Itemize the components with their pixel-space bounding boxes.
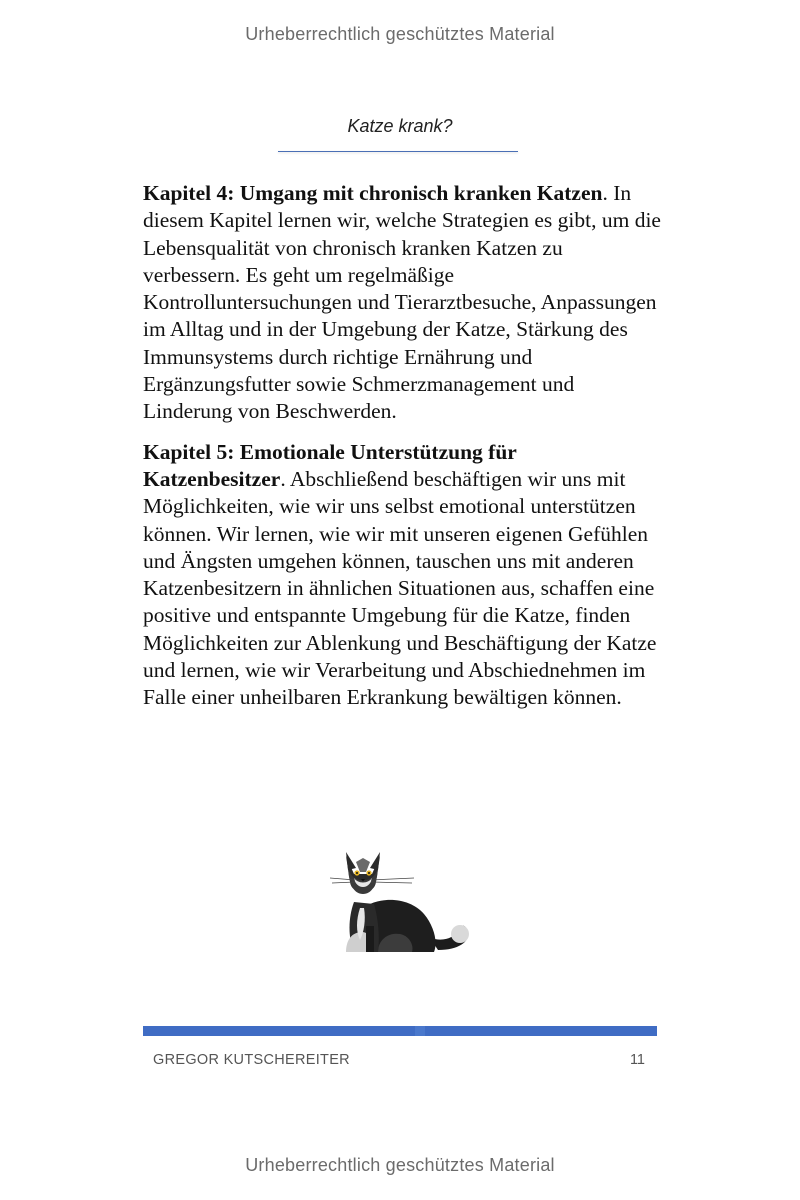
chapter-4-text: . In diesem Kapitel lernen wir, welche Strategien es gibt, um die Lebensqualität von chronisch kranken Katzen zu verbessern. Es geht um regelmäßige Kontrolluntersuchungen und Tierarztbesuche, Anpassungen im Alltag und in der Umgebung der Katze, Stärkung des Immunsystems durch richtige Ernährung und Ergänzungsfutter sowie Schmerzmanagement und Linderung von Beschwerden.	[143, 181, 661, 424]
copyright-watermark-top: Urheberrechtlich geschütztes Material	[245, 24, 555, 44]
chapter-4-heading: Kapitel 4: Umgang mit chronisch kranken Katzen	[143, 181, 603, 205]
chapter-5-heading: Kapitel 5: Emotionale Unterstützung für Katzenbesitzer	[143, 439, 517, 491]
chapter-5-paragraph	[143, 439, 663, 712]
footer-bar	[143, 1026, 657, 1036]
page-body	[143, 180, 663, 725]
sitting-cat-icon	[326, 846, 474, 956]
footer-bar-joint	[415, 1026, 425, 1036]
copyright-watermark-bottom: Urheberrechtlich geschütztes Material	[245, 1155, 555, 1175]
chapter-5-text: . Abschließend beschäftigen wir uns mit Möglichkeiten, wie wir uns selbst emotional unterstützen können. Wir lernen, wie wir mit unseren eigenen Gefühlen und Ängsten umgehen können, tauschen uns mit anderen Katzenbesitzern in ähnlichen Situationen aus, schaffen eine positive und entspannte Umgebung für die Katze, finden Möglichkeiten zur Ablenkung und Beschäftigung der Katze und lernen, wie wir Verarbeitung und Abschiednehmen im Falle einer unheilbaren Erkrankung bewältigen können.	[143, 466, 657, 710]
chapter-4-paragraph	[143, 180, 663, 426]
running-header: Katze krank?	[347, 116, 453, 136]
header-rule	[278, 151, 518, 152]
footer-author: GREGOR KUTSCHEREITER	[153, 1052, 350, 1068]
page-number: 11	[629, 1052, 645, 1068]
